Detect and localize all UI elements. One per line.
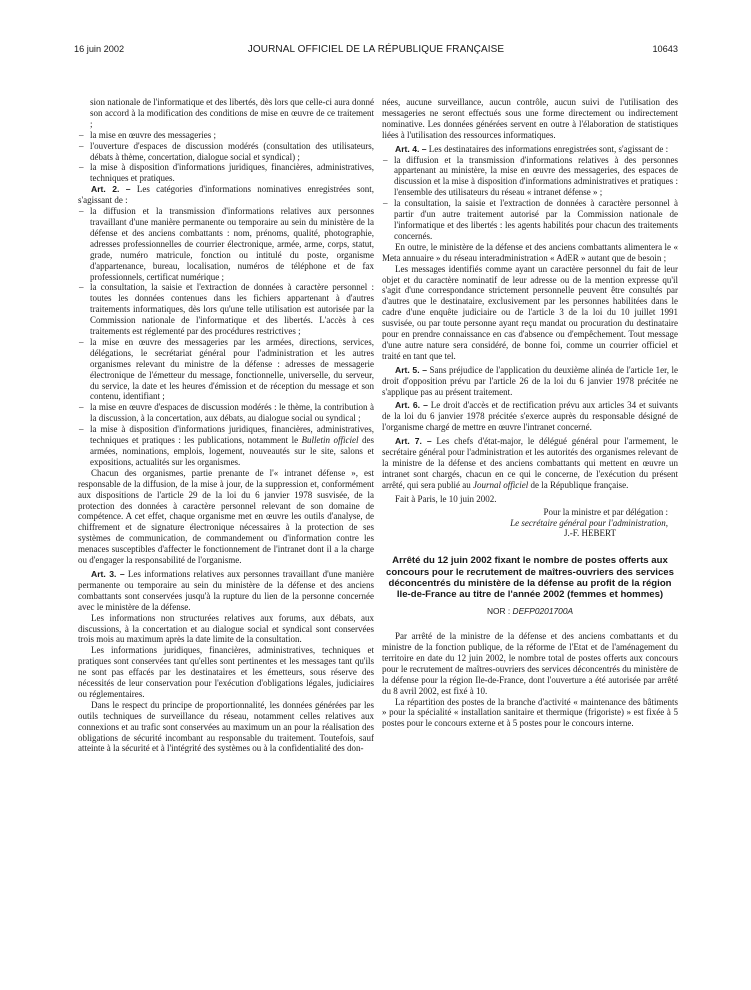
article-6 [382, 400, 678, 433]
continued-list [78, 97, 374, 130]
article-text: de la République française. [528, 479, 629, 490]
nor-label: NOR : [486, 606, 511, 617]
article-label: Art. 2. – [91, 184, 131, 195]
article-text: Les catégories d'informations nominatives enregistrées sont, s'agissant de : [78, 184, 374, 206]
article-label: Art. 3. – [91, 568, 125, 579]
page-header [74, 44, 678, 60]
list-item-text: la mise à disposition d'informations juridiques, financières, administratives, techniques et pratiques : les publications, notamment le [90, 424, 374, 446]
page-number: 10643 [652, 44, 678, 54]
list-item [78, 97, 374, 130]
header-date: 16 juin 2002 [74, 44, 125, 54]
article-label: Art. 7. – [395, 436, 432, 447]
paragraph-respect: Dans le respect du principe de proportionnalité, les données générées par les outils techniques de surveillance du réseau, notamment celles relatives aux connexions et au trafic sont conservées au maximum un an pour la réalisation des obligations de sécurité incombant au responsable du traitement. Toutefois, sauf atteinte à la sécurité et à l'intégrité des systèmes ou à la confidentialité des don- [78, 699, 374, 754]
article-4-list [382, 155, 678, 242]
signature-role-text: Le secrétaire général pour l'administration, [510, 517, 668, 528]
journal-officiel-title: Journal officiel [472, 479, 529, 490]
paragraph-par-arrete: Par arrêté de la ministre de la défense et des anciens combattants et du ministre de la fonction publique, de la réforme de l'Etat et de l'aménagement du territoire en date du 12 juin 2002, le nombre total de postes offerts aux concours pour le recrutement de maîtres-ouvriers des services déconcentrés du ministère de la défense pour la région Ile-de-France, dont l'ouverture a été autorisée par arrêté du 8 avril 2002, est fixé à 10. [382, 631, 678, 696]
list-item: – la diffusion et la transmission d'informations relatives aux personnes travaillant d'une manière permanente ou temporaire au sein du ministère de la défense et des anciens combattants : nom, prénoms, qualité, photographie, adresses professionnelles de courrier électronique, armée, arme, corps, statut, grade, numéro matricule, fonction ou intitulé du poste, organisme d'appartenance, bureau, localisation, numéros de téléphone et de fax professionnels, certificat numérique ; [78, 206, 374, 282]
list-item [78, 424, 374, 468]
list-item: – la mise en œuvre des messageries ; [78, 130, 374, 141]
list-item-text: sion nationale de l'informatique et des libertés, dès lors que celle-ci aura donné son accord à la modification des conditions de mise en œuvre de ce traitement ; [90, 97, 374, 129]
article-label: Art. 6. – [395, 400, 428, 411]
nor-code: DEFP0201700A [512, 606, 574, 617]
paragraph-juridiques: Les informations juridiques, financières, administratives, techniques et pratiques sont conservées tant qu'elles sont pertinentes et les messages tant qu'ils ne sont pas effacés par les destinataires et les émetteurs, sous réserve des nécessités de leur conservation pour l'exécution d'obligations légales, judiciaires ou réglementaires. [78, 645, 374, 699]
article-text: Les chefs d'état-major, le délégué général pour l'armement, le secrétaire général pour l'administration et les autorités des organismes relevant de la ministre de la défense et des anciens combattants qui mettent en œuvre un intranet sont chargés, chacun en ce qui le concerne, de l'exécution du présent arrêté, qui sera publié au [382, 436, 678, 490]
article-3 [78, 569, 374, 613]
paragraph-repartition: La répartition des postes de la branche d'activité « maintenance des bâtiments » pour la spécialité « installation sanitaire et thermique (frigoriste) » est fixée à 5 postes pour le concours externe et à 5 postes pour le concours interne. [382, 696, 678, 729]
article-label: Art. 4. – [395, 143, 427, 154]
fait-a-paris: Fait à Paris, le 10 juin 2002. [395, 493, 497, 504]
signature-line: Pour la ministre et par délégation : [543, 506, 668, 517]
list-item: – la consultation, la saisie et l'extraction de données à caractère personnel à partir d'un autre traitement autorisé par la Commission nationale de l'informatique et des libertés : les agents habilités pour chacun des traitements concernés. [382, 198, 678, 242]
paragraph-non-structured: Les informations non structurées relatives aux forums, aux débats, aux discussions, à la concertation et au dialogue social et syndical sont conservées trois mois au maximum après la date limite de la consultation. [78, 612, 374, 645]
article-text: Les destinataires des informations enregistrées sont, s'agissant de : [426, 143, 669, 154]
article-text: Les informations relatives aux personnes travaillant d'une manière permanente ou temporaire au sein du ministère de la défense et des anciens combattants sont conservées jusqu'à la rupture du lien de la personne concernée avec le ministère de la défense. [78, 568, 374, 612]
right-column [382, 97, 678, 729]
list-item: – la consultation, la saisie et l'extraction de données à caractère personnel : toutes les données contenues dans les fichiers appartenant à d'autres traitements informatiques, dès lors qu'une telle utilisation est autorisée par la Commission nationale de l'informatique et des libertés. L'accès à ces traitements est réglementé par des procédures restrictives ; [78, 282, 374, 337]
left-column [78, 97, 374, 754]
list-item: – l'ouverture d'espaces de discussion modérés (consultation des utilisateurs, débats à thème, concertation, dialogue social et syndical) ; [78, 141, 374, 163]
bulletin-officiel-title: Bulletin officiel [301, 435, 359, 446]
paragraph-chacun: Chacun des organismes, partie prenante de l'« intranet défense », est responsable de la diffusion, de la mise à jour, de la suppression et, conformément aux dispositions de l'article 29 de la loi du 6 janvier 1978 susvisée, de la protection des données à caractère personnel relevant de son domaine de compétence. A cet effet, chaque organisme met en œuvre les outils d'analyse, de chiffrement et de signature électronique nécessaires à la protection de ses systèmes de communication, de commandement ou d'information contre les menaces susceptibles d'affecter le fonctionnement de l'intranet dont il a la charge ou d'engager la responsabilité de l'organisme. [78, 467, 374, 566]
article-text: Le droit d'accès et de rectification prévu aux articles 34 et suivants de la loi du 6 janvier 1978 précitée s'exerce auprès du responsable désigné de l'organisme chargé de mettre en œuvre l'intranet concerné. [382, 400, 678, 433]
article-5 [382, 365, 678, 398]
article-label: Art. 5. – [395, 364, 428, 375]
paragraph-continued: nées, aucune surveillance, aucun contrôle, aucun suivi de l'utilisation des messageries ne seront effectués sous une forme directement ou indirectement nominative. Les données générées servent en outre à l'élaboration de statistiques liées à l'utilisation des ressources informatiques. [382, 97, 678, 140]
list-item: – la mise en œuvre d'espaces de discussion modérés : le thème, la contribution à la discussion, à la concertation, aux débats, au dialogue social ou syndical ; [78, 402, 374, 424]
article-text: Sans préjudice de l'application du deuxième alinéa de l'article 1er, le droit d'opposition prévu par l'article 26 de la loi du 6 janvier 1978 précitée ne s'applique pas au présent traitement. [382, 364, 678, 397]
nor-reference [382, 606, 678, 617]
list-item-text: des armées, nominations, emplois, logement, nouveautés sur le site, salons et expositions, actualités sur les organismes. [90, 435, 374, 467]
paragraph-en-outre: En outre, le ministère de la défense et des anciens combattants alimentera le « Meta annuaire » du réseau interadministration « AdER » autant que de besoin ; [382, 241, 678, 263]
article-2-list [78, 206, 374, 468]
list-item: – la mise en œuvre des messageries par les armées, directions, services, délégations, le secrétariat général pour l'administration et les autres organismes relevant du ministre de la défense : adresses de messagerie électronique de l'émetteur du message, fonctionnelle, universelle, du serveur, du service, la date et les heures d'émission et de réception du message et son contenu, identifiant ; [78, 337, 374, 402]
article-4 [382, 144, 678, 155]
art1-tail-list [78, 130, 374, 185]
paragraph-messages: Les messages identifiés comme ayant un caractère personnel du fait de leur objet et du caractère nominatif de leur adresse ou de la mention expresse qu'il s'agit d'une correspondance strictement personnelle peuvent être consultés par d'autres que le destinataire, exclusivement par les personnes habilitées dans le cadre d'une enquête judiciaire ou de l'article 3 de la loi du 10 juillet 1991 susvisée, ou par toute personne ayant reçu mandat ou procuration du destinataire pour en prendre connaissance en cas d'absence ou d'empêchement. Tout message d'une autre nature sera considéré, de bonne foi, comme un courrier officiel et traité en tant que tel. [382, 263, 678, 361]
signature-name: J.-F. HEBERT [564, 528, 616, 539]
article-7 [382, 436, 678, 491]
journal-title: JOURNAL OFFICIEL DE LA RÉPUBLIQUE FRANÇAISE [247, 44, 505, 55]
article-2-intro [78, 184, 374, 206]
signature-role [382, 518, 678, 529]
list-item: – la mise à disposition d'informations juridiques, financières, administratives, techniques et pratiques. [78, 162, 374, 184]
list-item: – la diffusion et la transmission d'informations relatives à des personnes appartenant au ministère, la mise en œuvre des messageries, des espaces de discussion et la mise à disposition d'informations administratives et pratiques : l'ensemble des utilisateurs du réseau « intranet défense » ; [382, 155, 678, 199]
decree-title: Arrêté du 12 juin 2002 fixant le nombre de postes offerts aux concours pour le recrutement de maîtres-ouvriers des services déconcentrés du ministère de la défense au profit de la région Ile-de-France au titre de l'année 2002 (femmes et hommes) [386, 555, 674, 600]
